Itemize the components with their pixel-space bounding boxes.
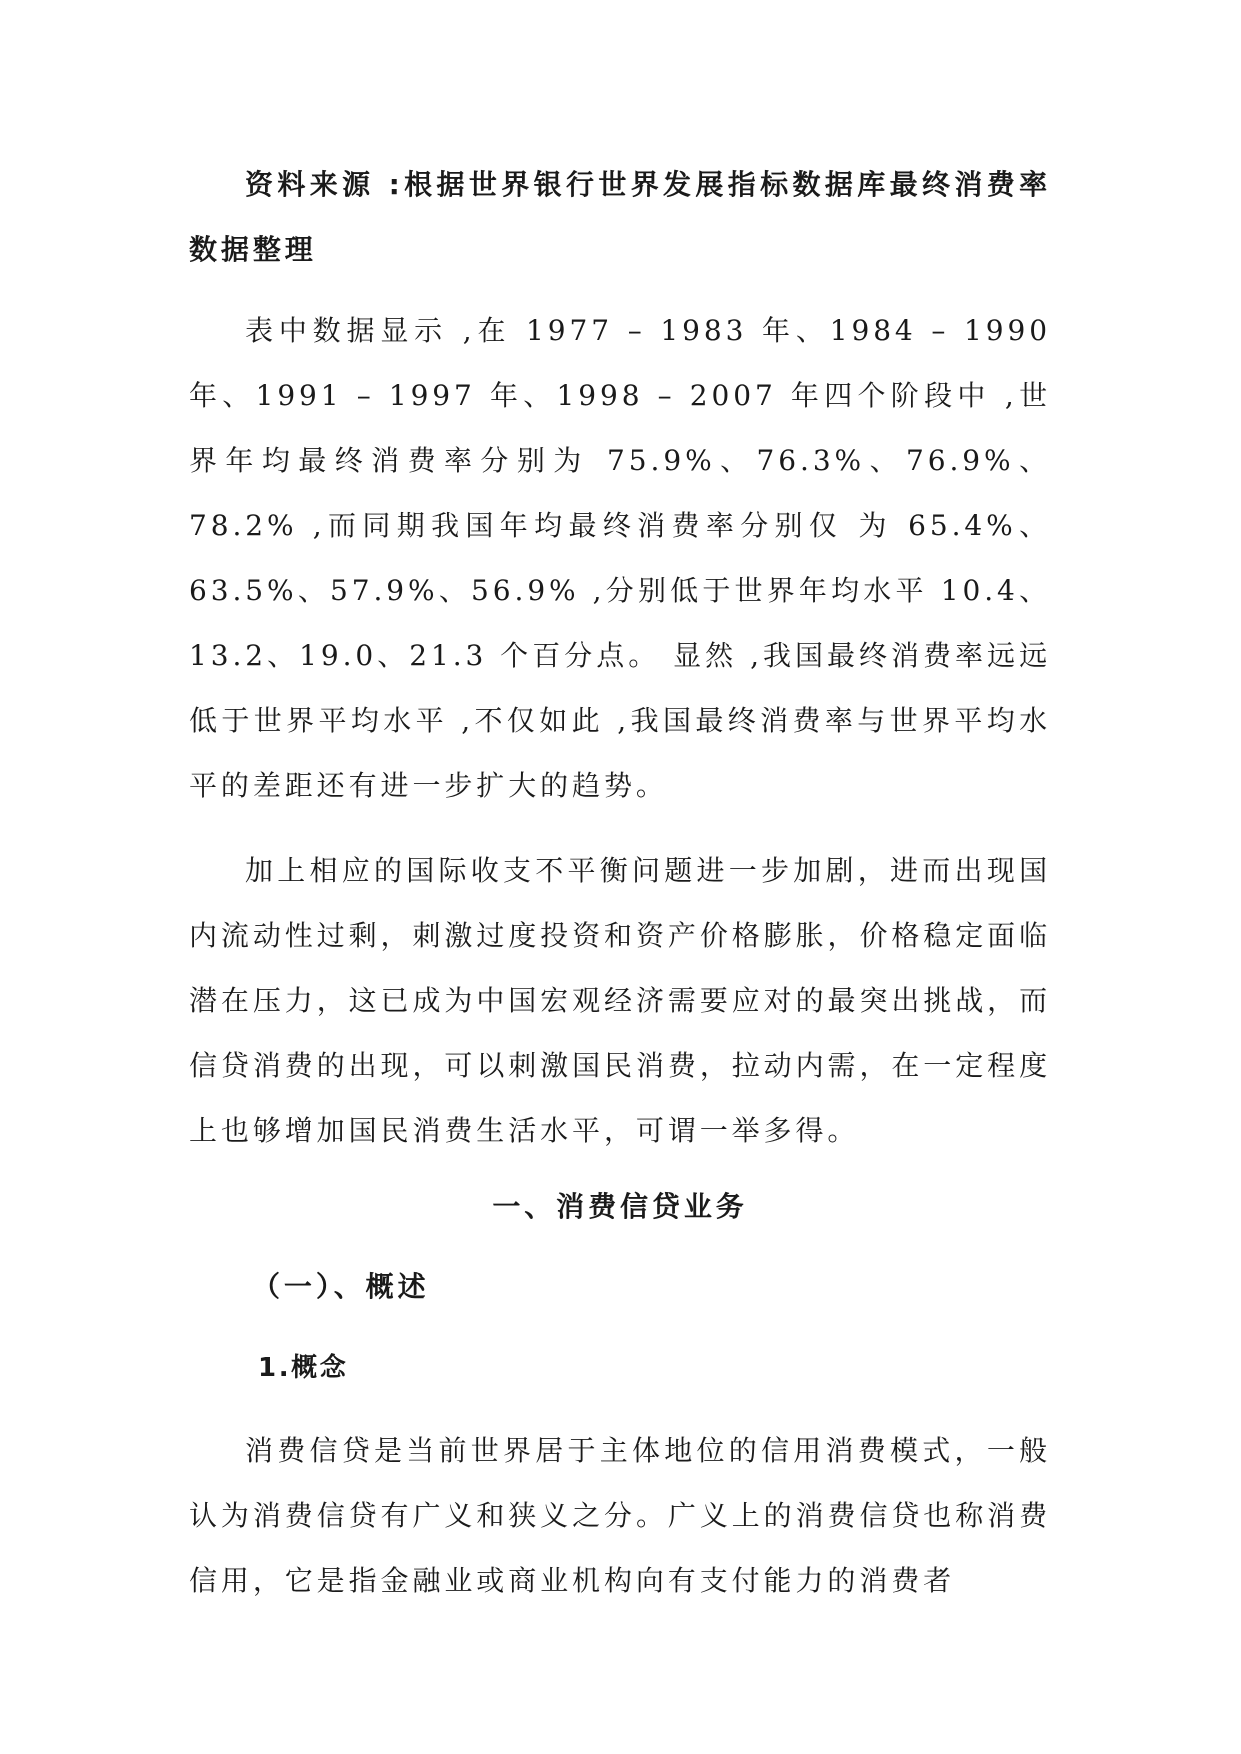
section-heading-consumer-credit: 一、消费信贷业务 [492,1190,748,1223]
paragraph-consumption-rate-comparison: 表中数据显示 ,在 1977 – 1983 年、1984 – 1990 年、1991 – 1997 年、1998 – 2007 年四个阶段中 ,世界年均最终消费率分别为 75.9%、76.3%、76.9%、78.2% ,而同期我国年均最终消费率分别仅 为 65.4%、63.5%、57.9%、56.9% ,分别低于世界年均水平 10.4、 13.2、19.0、21.3 个百分点。 显然 ,我国最终消费率远远低于世界平均水平 ,不仅如此 ,我国最终消费率与世界平均水平的差距还有进一步扩大的趋势。 [189,314,1051,802]
paragraph-consumer-credit-definition: 消费信贷是当前世界居于主体地位的信用消费模式，一般认为消费信贷有广义和狭义之分。广义上的消费信贷也称消费信用，它是指金融业或商业机构向有支付能力的消费者 [189,1434,1051,1597]
source-note: 资料来源 :根据世界银行世界发展指标数据库最终消费率数据整理 [189,168,1051,266]
paragraph-credit-consumption-benefits: 加上相应的国际收支不平衡问题进一步加剧，进而出现国内流动性过剩，刺激过度投资和资产价格膨胀，价格稳定面临潜在压力，这已成为中国宏观经济需要应对的最突出挑战，而信贷消费的出现，可以刺激国民消费，拉动内需，在一定程度上也够增加国民消费生活水平，可谓一举多得。 [189,854,1051,1147]
subsection-heading-overview: （一）、概述 [252,1270,430,1303]
item-heading-concept: 1.概念 [258,1353,349,1383]
